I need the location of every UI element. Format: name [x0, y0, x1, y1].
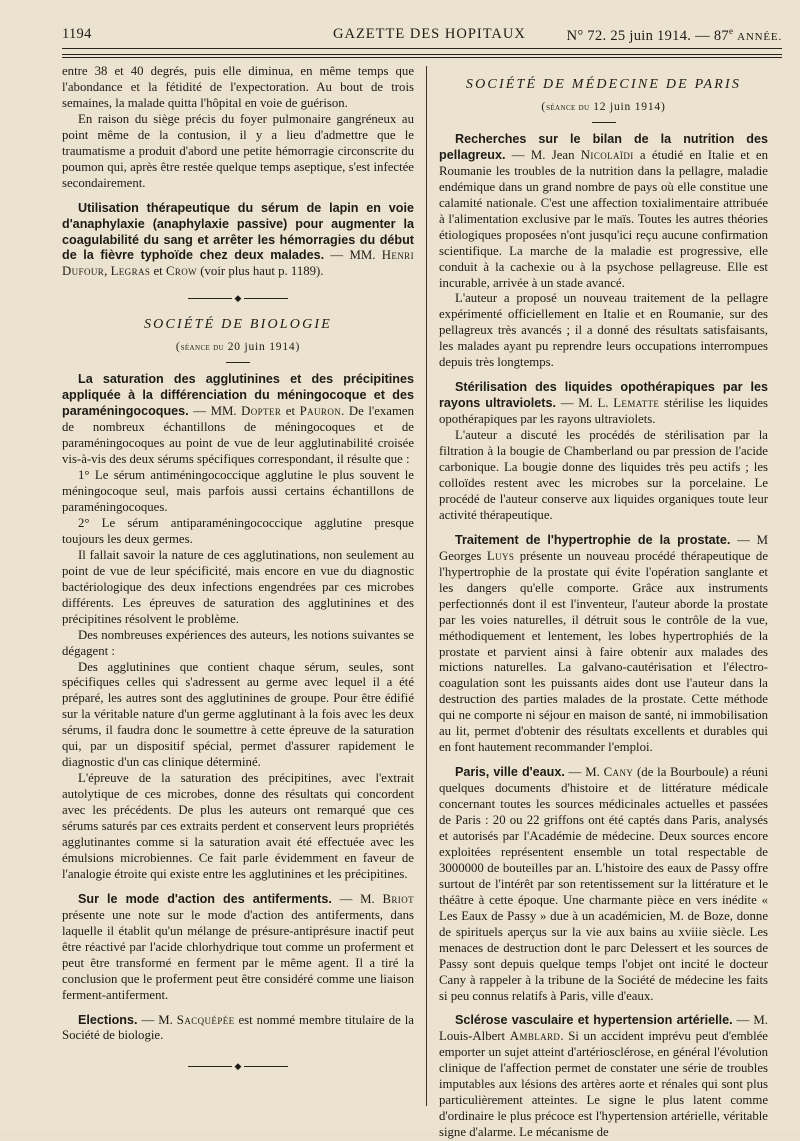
paragraph: En raison du siège précis du foyer pulmonaire gangréneux au point même de la contusion, il y a lieu d'admettre que le traumatisme a produit d'abord une petite hémorragie circonscrite du poumon qui, après être restée quelque temps aseptique, s'est infectée secondairement.: [62, 111, 414, 190]
article-heading: Stérilisation des liquides opothérapiques par les rayons ultraviolets.: [439, 380, 768, 411]
ornament-icon: ◆: [232, 294, 244, 303]
article-heading: Elections.: [78, 1012, 138, 1027]
paragraph: 2° Le sérum antiparaméningococcique agglutine presque toujours les deux germes.: [62, 515, 414, 546]
header-rule: [62, 48, 782, 49]
article-heading: La saturation des agglutinines et des précipitines appliquée à la différenciation du méningocoque et des paraméningocoques.: [62, 372, 414, 419]
paragraph: Il fallait savoir la nature de ces agglutinations, non seulement au point de vue de leur spécificité, mais encore en vue du diagnostic bactériologique des deux infections engendrées par ces microbes différents. Les épreuves de saturation des agglutinines et des précipitines résolvent le problème.: [62, 547, 414, 626]
article-elections: Elections. — M. Sacquépée est nommé membre titulaire de la Société de biologie.: [62, 1012, 414, 1043]
short-rule: [592, 122, 616, 123]
author-name: Crow: [165, 264, 198, 279]
society-title: SOCIÉTÉ DE BIOLOGIE: [143, 317, 332, 333]
article-utilisation: Utilisation thérapeutique du sérum de lapin en voie d'anaphylaxie (anaphylaxie passive) pour augmenter la coagulabilité du sang et arrêter les hémorragies du début de la fièvre typhoïde chez deux malades. — MM. Henri Dufour, Legras et Crow (voir plus haut p. 1189).: [62, 200, 414, 279]
article-heading: Traitement de l'hypertrophie de la prostate.: [455, 532, 731, 547]
article-paris-eaux: Paris, ville d'eaux. — M. Cany (de la Bourboule) a réuni quelques documents d'histoire et de littérature médicale concernant toutes les sources médicinales actuelles et passées de Paris : 20 ou 22 griffons ont été captés dans Paris, analysés et autorisés par l'Académie de médecine. Deux sources encore exploitées représentent ensemble un total respectable de 3000000 de bouteilles par an. L'histoire des eaux de Passy offre surtout de l'intérêt par son retentissement sur la littérature et le théâtre à cette époque. Une charmante pièce en vers inédite « Les Eaux de Passy » due à un académicien, M. de Boze, donne de spirituels aperçus sur la vie aux bains au xviiie siècle. Les menaces de destruction dont le parc Delessert et les sources de Passy sont depuis quelque temps l'objet ont incité le docteur Cany à rappeler à la tribune de la Société de médecine les faits si peu connus relatifs à Paris, ville d'eaux.: [439, 765, 768, 1003]
running-header: [62, 24, 782, 46]
author-name: Amblard: [509, 1029, 561, 1044]
author-name: Dopter: [241, 404, 282, 419]
author-name: Legras: [110, 264, 151, 279]
ornament-icon: ◆: [232, 1062, 244, 1071]
right-column: [426, 64, 768, 1141]
society-title: SOCIÉTÉ DE MÉDECINE DE PARIS: [465, 77, 742, 92]
article-sterilisation: Stérilisation des liquides opothérapiques par les rayons ultraviolets. — M. L. Lematte stérilise les liquides opothérapiques par les rayons ultraviolets.: [439, 380, 768, 427]
issue-info: N° 72. 25 juin 1914. — 87e ANNÉE.: [566, 26, 782, 44]
header-rule-thin: [62, 57, 782, 58]
paragraph: Des agglutinines que contient chaque sérum, seules, sont spécifiques celles qui s'adressent au germe avec lequel il a été préparé, les autres sont des agglutinines de groupe. Pour être édifié sur la véritable nature d'un germe agglutinant à la fois avec les deux sérums, il faudra donc le soumettre à cette épreuve de la saturation qui, par un dispositif spécial, permet d'assurer rapidement le diagnostic d'un cas clinique déterminé.: [62, 659, 414, 770]
paragraph: Des nombreuses expériences des auteurs, les notions suivantes se dégagent :: [62, 627, 414, 658]
paragraph: entre 38 et 40 degrés, puis elle diminua, en même temps que l'abondance et la fétidité de l'expectoration. Au bout de trois semaines, la malade quitta l'hôpital en voie de guérison.: [62, 64, 414, 110]
article-saturation: La saturation des agglutinines et des précipitines appliquée à la différenciation du méningocoque et des paraméningocoques. — MM. Dopter et Pauron. De l'examen de nombreux échantillons de méningocoques et de paraméningocoques au point de vue de leur agglutinabilité croisée vis-à-vis des deux sérums spécifiques correspondant, il résulte que :: [62, 372, 415, 467]
header-rule-double: [62, 54, 782, 55]
paragraph: L'auteur a discuté les procédés de stérilisation par la filtration à la bougie de Chamberland ou par pression de l'acide carbonique. La bougie donne des liquides très peu actifs ; les colloïdes restent avec les microbes sur la porcelaine. Le procédé de l'auteur conserve aux liquides organiques toute leur activité thérapeutique.: [439, 428, 768, 522]
article-antiferments: Sur le mode d'action des antiferments. — M. Briot présente une note sur le mode d'action des antiferments, dans laquelle il établit qu'un mélange de présure-antiprésure inactif peut être réactivé par l'acide chlorhydrique tout comme un proferment et peut être transformé en ferment par le même agent. Il a tiré la conclusion que le proferment peut être considéré comme une liaison ferment-antiferment.: [62, 891, 414, 1002]
paragraph: L'auteur a proposé un nouveau traitement de la pellagre expérimenté officiellement en Italie et en Roumanie, sur des pellagreux très avancés ; il a donné des résultats satisfaisants, les malades ayant pu reprendre leurs occupations interrompues depuis très longtemps.: [439, 291, 768, 370]
author-name: Cany: [603, 765, 634, 780]
paragraph: L'épreuve de la saturation des précipitines, avec l'extrait autolytique de ces microbes, donne des résultats qui concordent avec les précédents. De plus les auteurs ont remarqué que ces sérums saturés par ces extraits perdent et conservent leurs propriétés agglutinantes comme si la saturation avait été effectuée avec les émulsions microbiennes. Ce fait parle évidemment en faveur de l'analogie étroite qui existe entre les agglutinines et les précipitines.: [62, 771, 414, 881]
short-rule: [226, 362, 250, 363]
section-ornament: [188, 1060, 288, 1074]
article-pellagre: Recherches sur le bilan de la nutrition des pellagreux. — M. Jean Nicolaïdi a étudié en Italie et en Roumanie les troubles de la nutrition dans la pellagre, maladie endémique dans un grand nombre de pays où elle constitue une calamité nationale. C'est une affection toxialimentaire attribuée à l'alimentation exclusive par le maïs. Toutes les autres théories étiologiques proposées n'ont jusqu'ici reçu aucune confirmation scientifique. La marche de la maladie est progressive, elle conduit à la cachexie ou à la psychose pellagreuse. Elle est incurable, arrivée à un stade avancé.: [439, 131, 768, 290]
article-heading: Sur le mode d'action des antiferments.: [78, 891, 332, 906]
author-name: Pauron: [299, 404, 342, 419]
author-name: Nicolaïdi: [580, 147, 634, 162]
left-column: [62, 64, 414, 1074]
article-sclerose: Sclérose vasculaire et hypertension artérielle. — M. Louis-Albert Amblard. Si un accident imprévu peut d'emblée emporter un sujet atteint d'artériosclérose, en général l'évolution clinique de l'affection permet de constater une série de troubles imputables aux lésions des artères aorte et rénales qui sont plus particulièrement atteintes. Le signe le plus latent comme d'ordinaire le plus précoce est l'hypertension artérielle, véritable signe d'alarme. Le mécanisme de: [439, 1013, 768, 1140]
session-date: (séance du 20 juin 1914): [175, 341, 301, 354]
session-date: (séance du 12 juin 1914): [541, 101, 666, 113]
author-name: Henri Dufour: [62, 248, 414, 279]
page-number: 1194: [62, 26, 92, 42]
article-heading: Sclérose vasculaire et hypertension artérielle.: [455, 1013, 733, 1028]
article-heading: Utilisation thérapeutique du sérum de lapin en voie d'anaphylaxie (anaphylaxie passive) pour augmenter la coagulabilité du sang et arrêter les hémorragies du début de la fièvre typhoïde chez deux malades.: [62, 200, 414, 263]
journal-title: GAZETTE DES HOPITAUX: [333, 26, 526, 42]
section-ornament: [188, 292, 288, 306]
author-name: Sacquépée: [176, 1012, 235, 1027]
article-heading: Recherches sur le bilan de la nutrition des pellagreux.: [439, 131, 768, 162]
author-name: Lematte: [613, 396, 660, 411]
paragraph: 1° Le sérum antiméningococcique agglutine le plus souvent le méningocoque seul, mais parfois aussi certains échantillons de paraméningocoques.: [62, 468, 414, 514]
author-name: Luys: [486, 548, 515, 563]
article-heading: Paris, ville d'eaux.: [455, 765, 565, 780]
author-name: Briot: [382, 891, 414, 906]
article-prostate: Traitement de l'hypertrophie de la prostate. — M Georges Luys présente un nouveau procédé thérapeutique de l'hypertrophie de la prostate qui évite l'opération sanglante et les dangers qu'elle comporte. Grâce aux instruments perfectionnés dont il est l'inventeur, l'auteur aborde la prostate par les voies naturelles, il détruit sous le contrôle de la vue, méthodiquement et lentement, les lobes hypertrophiés de la prostate et parvient ainsi à faire obtenir aux malades des mictions naturelles. La galvano-cautérisation et l'électro-coagulation sont les puissants aides dont use l'auteur dans la destruction des parties malades de la prostate. Cette méthode qui ne comporte ni séjour en maison de santé, ni immobilisation au lit, permet d'obtenir des résultats excellents et durables qui en font hautement recommander l'emploi.: [439, 532, 769, 755]
